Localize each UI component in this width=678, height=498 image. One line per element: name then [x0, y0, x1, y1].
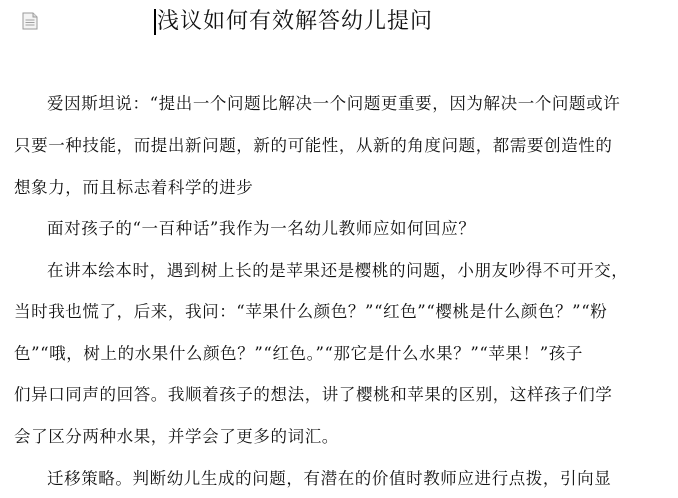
paragraph-line: 当时我也慌了，后来，我问：“苹果什么颜色？”“红色”“樱桃是什么颜色？”“粉	[14, 302, 608, 321]
document-title: 浅议如何有效解答幼儿提问	[157, 9, 434, 34]
text-cursor	[154, 9, 156, 35]
paragraph-line: 面对孩子的“一百种话”我作为一名幼儿教师应如何回应？	[47, 219, 476, 238]
paragraph-line: 迁移策略。判断幼儿生成的问题，有潜在的价值时教师应进行点拨，引向显	[47, 469, 612, 488]
document-icon	[22, 12, 38, 30]
paragraph-line: 爱因斯坦说：“提出一个问题比解决一个问题更重要，因为解决一个问题或许	[47, 94, 621, 113]
paragraph-line: 会了区分两种水果，并学会了更多的词汇。	[14, 427, 339, 446]
paragraph-line: 色”“哦，树上的水果什么颜色？”“红色。”“那它是什么水果？”“苹果！”孩子	[14, 344, 583, 363]
paragraph-line: 只要一种技能，而提出新问题，新的可能性，从新的角度问题，都需要创造性的	[14, 136, 613, 155]
paragraph-line: 在讲本绘本时，遇到树上长的是苹果还是樱桃的问题，小朋友吵得不可开交，	[47, 261, 629, 280]
paragraph-line: 想象力，而且标志着科学的进步	[14, 178, 254, 197]
paragraph-line: 们异口同声的回答。我顺着孩子的想法，讲了樱桃和苹果的区别，这样孩子们学	[14, 385, 613, 404]
